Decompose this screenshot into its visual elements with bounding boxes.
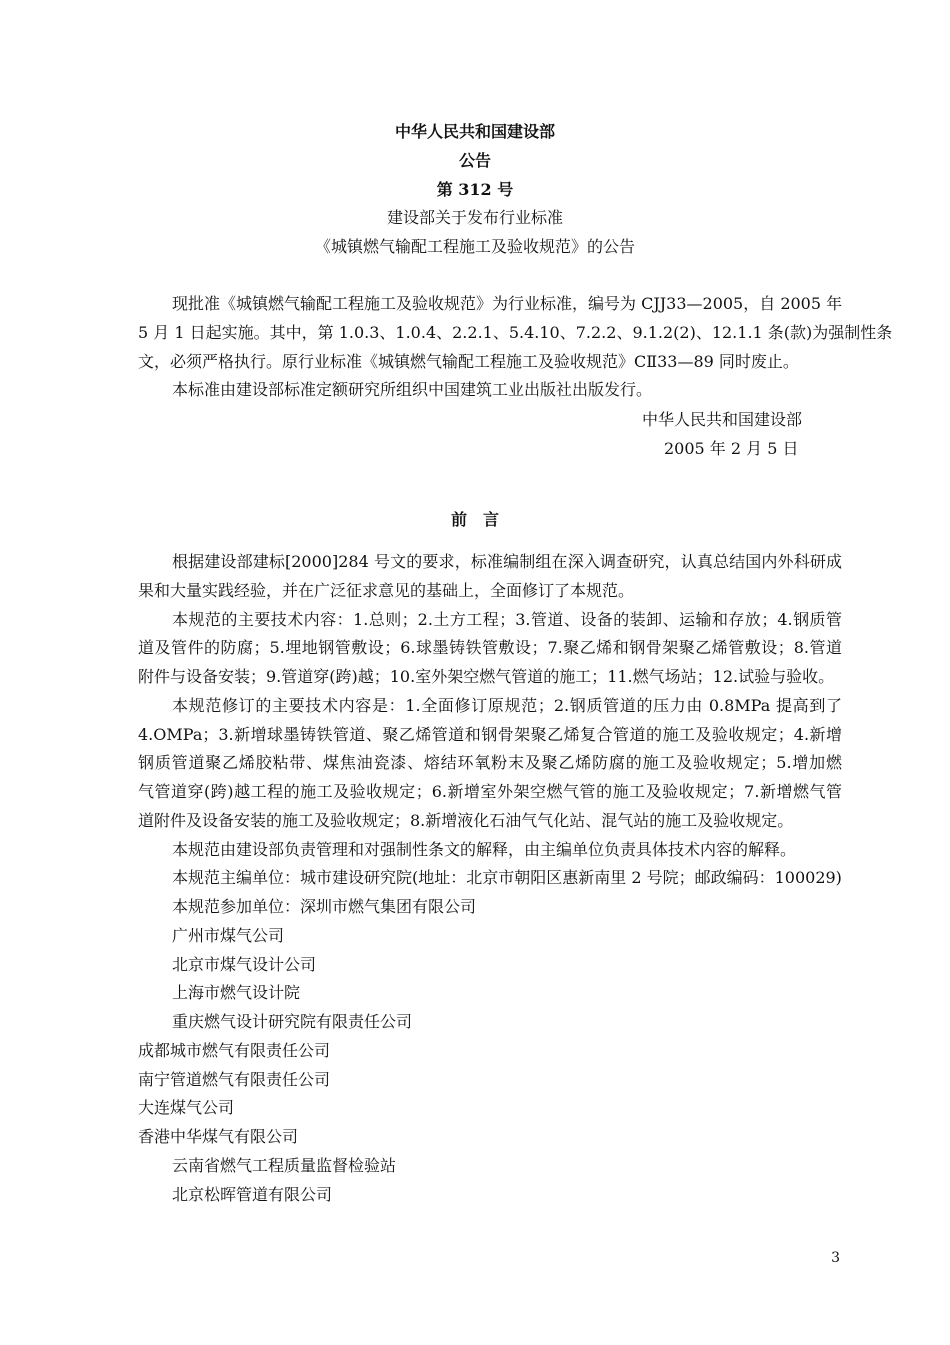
announcement-type: 公告 (458, 151, 491, 170)
participant-unit: 大连煤气公司 (138, 1098, 235, 1117)
preface-heading: 前 言 (450, 510, 499, 529)
participant-unit: 云南省燃气工程质量监督检验站 (172, 1156, 397, 1175)
announcement-title-line-1: 建设部关于发布行业标准 (386, 208, 563, 227)
announcement-number: 第 312 号 (436, 180, 514, 199)
announcement-body-line: 文，必须严格执行。原行业标准《城镇燃气输配工程施工及验收规范》CⅡ33—89 同时废止。 (138, 352, 799, 371)
issuer-heading: 中华人民共和国建设部 (394, 122, 555, 141)
announcement-body-line: 本标准由建设部标准定额研究所组织中国建筑工业出版社出版发行。 (172, 380, 653, 399)
announcement-body-line: 5 月 1 日起实施。其中，第 1.0.3、1.0.4、2.2.1、5.4.10、7.2.2、9.1.2(2)、12.1.1 条(款)为强制性条 (138, 323, 893, 342)
preface-line: 本规范修订的主要技术内容是：1.全面修订原规范；2.钢质管道的压力由 0.8MPa 提高到了 (172, 696, 842, 715)
participant-unit: 北京市煤气设计公司 (172, 955, 317, 974)
announcement-signature: 中华人民共和国建设部 (642, 410, 803, 429)
preface-line: 气管道穿(跨)越工程的施工及验收规定；6.新增室外架空燃气管的施工及验收规定；7.新增燃气管 (138, 782, 842, 801)
preface-line: 果和大量实践经验，并在广泛征求意见的基础上，全面修订了本规范。 (138, 581, 635, 600)
participant-unit: 上海市燃气设计院 (172, 983, 301, 1002)
announcement-date: 2005 年 2 月 5 日 (664, 439, 799, 458)
participant-unit: 香港中华煤气有限公司 (138, 1127, 299, 1146)
page-number: 3 (831, 1250, 840, 1266)
preface-line: 道及管件的防腐；5.埋地钢管敷设；6.球墨铸铁管敷设；7.聚乙烯和钢骨架聚乙烯管敷设；8.管道 (138, 638, 842, 657)
preface-line: 本规范由建设部负责管理和对强制性条文的解释，由主编单位负责具体技术内容的解释。 (172, 840, 797, 859)
preface-line: 道附件及设备安装的施工及验收规定；8.新增液化石油气气化站、混气站的施工及验收规定。 (138, 811, 794, 830)
preface-line: 4.OMPa；3.新增球墨铸铁管道、聚乙烯管道和钢骨架聚乙烯复合管道的施工及验收规定；4.新增 (138, 725, 842, 744)
participant-unit: 成都城市燃气有限责任公司 (138, 1041, 331, 1060)
preface-line: 本规范参加单位：深圳市燃气集团有限公司 (172, 897, 477, 916)
participant-unit: 南宁管道燃气有限责任公司 (138, 1070, 331, 1089)
announcement-body-line: 现批准《城镇燃气输配工程施工及验收规范》为行业标准，编号为 CJJ33—2005，自 2005 年 (172, 294, 843, 313)
preface-line: 根据建设部建标[2000]284 号文的要求，标准编制组在深入调查研究，认真总结国内外科研成 (172, 552, 842, 571)
announcement-title-line-2: 《城镇燃气输配工程施工及验收规范》的公告 (314, 237, 635, 256)
preface-line: 本规范主编单位：城市建设研究院(地址：北京市朝阳区惠新南里 2 号院；邮政编码：100029) (172, 868, 842, 887)
preface-line: 附件与设备安装；9.管道穿(跨)越；10.室外架空燃气管道的施工；11.燃气场站；12.试验与验收。 (138, 667, 835, 686)
participant-unit: 广州市煤气公司 (172, 926, 285, 945)
participant-unit: 重庆燃气设计研究院有限责任公司 (172, 1012, 413, 1031)
preface-line: 钢质管道聚乙烯胶粘带、煤焦油瓷漆、熔结环氧粉末及聚乙烯防腐的施工及验收规定；5.增加燃 (138, 753, 842, 772)
preface-line: 本规范的主要技术内容：1.总则；2.土方工程；3.管道、设备的装卸、运输和存放；4.钢质管 (172, 610, 842, 629)
participant-unit: 北京松晖管道有限公司 (172, 1185, 333, 1204)
